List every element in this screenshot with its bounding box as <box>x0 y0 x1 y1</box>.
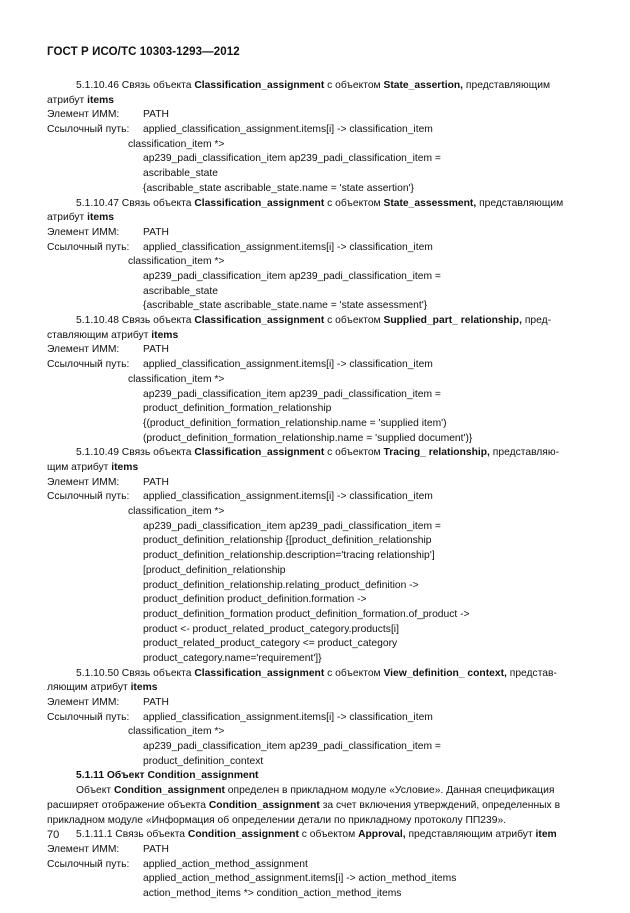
reference-path-row: Ссылочный путь: applied_classification_assignment.items[i] -> classification_item <box>47 359 433 371</box>
path-line: classification_item *> <box>128 373 225 385</box>
path-line: {(product_definition_formation_relationship.name = 'supplied item') <box>143 417 447 429</box>
path-line: classification_item *> <box>128 506 225 518</box>
path-line: product_definition_formation_relationship <box>143 403 332 415</box>
path-line: product_category.name='requirement']} <box>143 652 322 664</box>
clause-5-1-11-1-heading: 5.1.11.1 Связь объекта Condition_assignment с объектом Approval, представляющим атрибут item <box>76 829 557 841</box>
imm-element-row: Элемент ИММ: PATH <box>47 226 169 238</box>
path-line: classification_item *> <box>128 256 225 268</box>
clause-5-1-10-46-attr: атрибут items <box>47 94 114 106</box>
clause-5-1-10-49-attr: щим атрибут items <box>47 461 139 473</box>
path-line: ap239_padi_classification_item ap239_padi_classification_item = <box>143 271 441 282</box>
path-line: classification_item *> <box>128 726 225 738</box>
path-line: ascribable_state <box>143 168 218 180</box>
imm-element-row: Элемент ИММ: PATH <box>47 476 169 488</box>
page-content <box>47 79 585 902</box>
clause-5-1-10-50-attr: ляющим атрибут items <box>47 682 158 694</box>
section-5-1-11-para-line: расширяет отображение объекта Condition_assignment за счет включения утверждений, определенных в <box>47 799 561 811</box>
path-line: {ascribable_state ascribable_state.name = 'state assessment'} <box>143 300 428 312</box>
section-5-1-11-heading: 5.1.11 Объект Condition_assignment <box>76 770 259 782</box>
path-line: product_definition_relationship {[product_definition_relationship <box>143 535 432 547</box>
path-line: action_method_items *> condition_action_method_items <box>143 888 402 899</box>
clause-5-1-10-48-attr: ставляющим атрибут items <box>47 329 179 341</box>
clause-5-1-10-48-heading: 5.1.10.48 Связь объекта Classification_assignment с объектом Supplied_part_ relationship, пред- <box>76 315 552 327</box>
path-line: product_related_product_category <= product_category <box>143 638 398 650</box>
reference-path-row: Ссылочный путь: applied_action_method_assignment <box>47 858 308 870</box>
reference-path-row: Ссылочный путь: applied_classification_assignment.items[i] -> classification_item <box>47 124 433 136</box>
reference-path-row: Ссылочный путь: applied_classification_assignment.items[i] -> classification_item <box>47 241 433 253</box>
clause-5-1-10-50-heading: 5.1.10.50 Связь объекта Classification_assignment с объектом View_definition_ context, представ- <box>76 667 557 679</box>
page-number: 70 <box>47 829 60 841</box>
path-line: classification_item *> <box>128 138 225 150</box>
clause-5-1-10-49-heading: 5.1.10.49 Связь объекта Classification_assignment с объектом Tracing_ relationship, представляю- <box>76 447 560 459</box>
document-header: ГОСТ Р ИСО/ТС 10303-1293—2012 <box>47 46 240 58</box>
path-line: applied_action_method_assignment.items[i] -> action_method_items <box>143 873 457 885</box>
path-line: ap239_padi_classification_item ap239_padi_classification_item = <box>143 388 441 400</box>
path-line: (product_definition_formation_relationship.name = 'supplied document')} <box>143 432 473 444</box>
imm-element-row: Элемент ИММ: PATH <box>47 109 169 121</box>
path-line: product_definition_formation product_definition_formation.of_product -> <box>143 608 470 620</box>
section-5-1-11-para-line: прикладном модуле «Информация об определении детали по прикладному протоколу ПП239». <box>47 814 507 826</box>
section-5-1-11-para-line: Объект Condition_assignment определен в прикладном модуле «Условие». Данная спецификация <box>76 785 555 797</box>
clause-5-1-10-46-heading: 5.1.10.46 Связь объекта Classification_assignment с объектом State_assertion, представляющим <box>76 80 551 91</box>
path-line: ap239_padi_classification_item ap239_padi_classification_item = <box>143 520 441 532</box>
reference-path-row: Ссылочный путь: applied_classification_assignment.items[i] -> classification_item <box>47 711 433 723</box>
path-line: product_definition_relationship.description='tracing relationship'] <box>143 550 435 562</box>
path-line: {ascribable_state ascribable_state.name = 'state assertion'} <box>143 182 414 194</box>
clause-5-1-10-47-heading: 5.1.10.47 Связь объекта Classification_assignment с объектом State_assessment, представляющим <box>76 197 564 209</box>
reference-path-row: Ссылочный путь: applied_classification_assignment.items[i] -> classification_item <box>47 491 433 503</box>
imm-element-row: Элемент ИММ: PATH <box>47 697 169 708</box>
imm-element-row: Элемент ИММ: PATH <box>47 344 169 356</box>
path-line: product_definition_relationship.relating_product_definition -> <box>143 579 419 591</box>
path-line: product_definition product_definition.formation -> <box>143 594 367 606</box>
clause-5-1-10-47-attr: атрибут items <box>47 212 114 224</box>
path-line: product <- product_related_product_category.products[i] <box>143 623 399 635</box>
path-line: ascribable_state <box>143 285 218 297</box>
imm-element-row: Элемент ИММ: PATH <box>47 843 169 855</box>
path-line: ap239_padi_classification_item ap239_padi_classification_item = <box>143 153 441 165</box>
path-line: product_definition_context <box>143 755 264 767</box>
path-line: [product_definition_relationship <box>143 564 286 576</box>
path-line: ap239_padi_classification_item ap239_padi_classification_item = <box>143 741 441 753</box>
